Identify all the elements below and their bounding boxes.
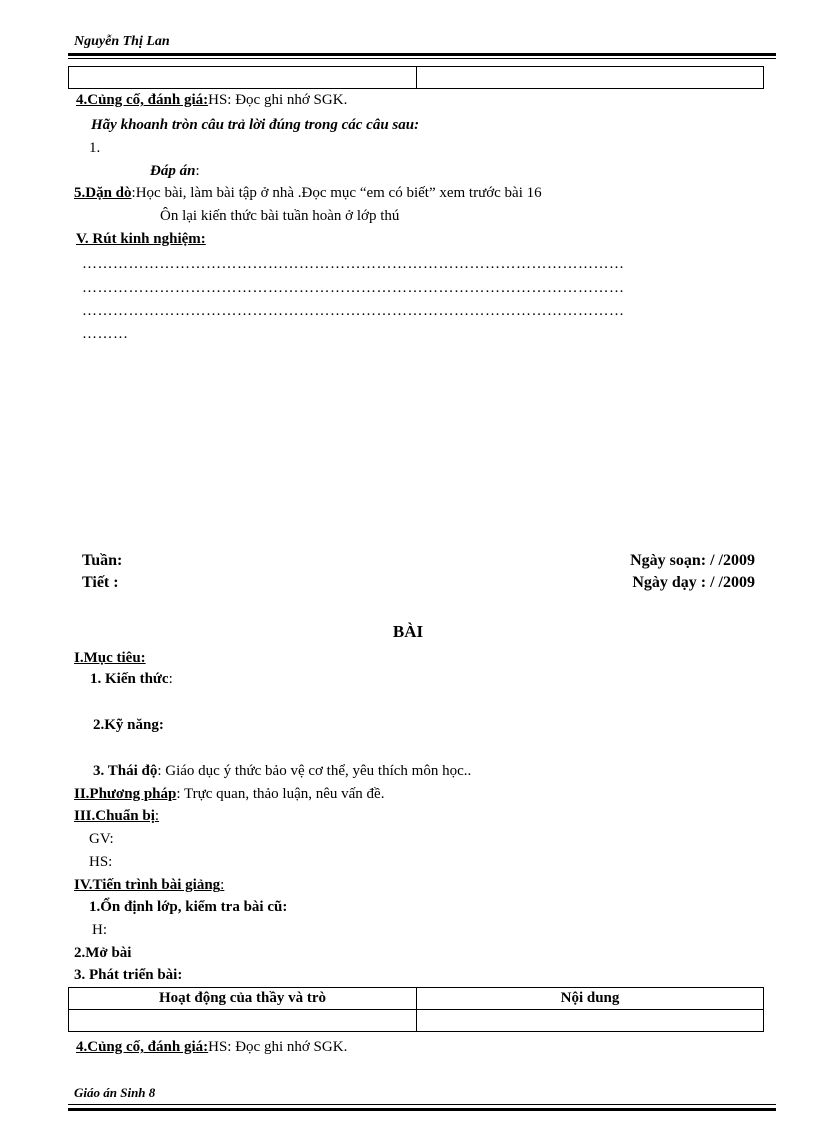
week-label: Tuần: [82, 552, 123, 569]
homework-line [74, 185, 542, 202]
review-dot-line-2: …………………………………………………………………………………………… [82, 280, 625, 296]
answer-colon: : [195, 163, 200, 179]
prep-colon: : [154, 808, 160, 824]
process-line [74, 877, 224, 894]
objectives-label: I.Mục tiêu: [74, 650, 146, 666]
review-dot-line-3: …………………………………………………………………………………………… [82, 303, 625, 319]
method-line [74, 786, 384, 803]
step-1: 1.Ổn định lớp, kiểm tra bài cũ: [89, 899, 288, 915]
answer-label: Đáp án [150, 163, 196, 179]
header-rule-thick [68, 53, 776, 56]
step-3: 3. Phát triển bài: [74, 967, 183, 983]
consolidation-label: 4.Củng cố, đánh giá: [76, 92, 209, 108]
period-label: Tiết : [82, 574, 119, 591]
method-text: : Trực quan, thảo luận, nêu vấn đề. [176, 786, 385, 802]
footer-rule-thick [68, 1108, 776, 1111]
header-rule-thin [68, 58, 776, 59]
top-table-cell-activity [69, 67, 417, 89]
review-label: V. Rút kinh nghiệm: [76, 231, 206, 247]
table-header-activity: Hoạt động của thầy và trò [69, 988, 417, 1010]
instruction-text: Hãy khoanh tròn câu trả lời đúng trong các câu sau: [91, 117, 420, 133]
review-dot-line-1: …………………………………………………………………………………………… [82, 256, 625, 272]
teach-date: Ngày dạy : / /2009 [632, 574, 755, 591]
footer-subject: Giáo án Sinh 8 [74, 1085, 156, 1100]
footer-rule-thin [68, 1104, 776, 1105]
prep-label: III.Chuẩn bị [74, 808, 155, 824]
lesson-content-table [68, 987, 764, 1032]
review-dot-line-4: ……… [82, 326, 129, 342]
consolidation-text: HS: Đọc ghi nhớ SGK. [208, 92, 348, 108]
homework-text: :Học bài, làm bài tập ở nhà .Đọc mục “em có biết” xem trước bài 16 [131, 185, 542, 201]
top-table-cell-content [417, 67, 764, 89]
header-author: Nguyễn Thị Lan [74, 34, 170, 49]
knowledge-line [90, 671, 173, 688]
attitude-text: : Giáo dục ý thức bảo vệ cơ thể, yêu thích môn học.. [157, 763, 472, 779]
lesson-consolidation-line [76, 1039, 347, 1056]
process-label: IV.Tiến trình bài giảng [74, 877, 221, 893]
consolidation-line [76, 92, 347, 109]
top-content-table [68, 66, 764, 89]
step-1-h: H: [92, 922, 107, 938]
process-colon: : [220, 877, 225, 893]
lesson-consolidation-label: 4.Củng cố, đánh giá: [76, 1039, 209, 1055]
prep-line [74, 808, 159, 825]
attitude-label: 3. Thái độ [93, 763, 158, 779]
skills-label: 2.Kỹ năng: [93, 717, 164, 733]
student-prep: HS: [89, 854, 113, 870]
lesson-consolidation-text: HS: Đọc ghi nhớ SGK. [208, 1039, 348, 1055]
knowledge-label: 1. Kiến thức [90, 671, 169, 687]
homework-text-2: Ôn lại kiến thức bài tuần hoàn ở lớp thú [160, 208, 400, 224]
table-cell-activity [69, 1010, 417, 1032]
method-label: II.Phương pháp [74, 786, 177, 802]
attitude-line [93, 763, 471, 780]
knowledge-colon: : [168, 671, 173, 687]
table-header-content: Nội dung [417, 988, 764, 1010]
prep-date: Ngày soạn: / /2009 [630, 552, 755, 569]
answer-line [150, 163, 200, 180]
step-2: 2.Mở bài [74, 945, 132, 961]
homework-label: 5.Dặn dò [74, 185, 132, 201]
table-cell-content [417, 1010, 764, 1032]
teacher-prep: GV: [89, 831, 114, 847]
question-item-1: 1. [89, 140, 101, 156]
lesson-title: BÀI [392, 622, 424, 641]
